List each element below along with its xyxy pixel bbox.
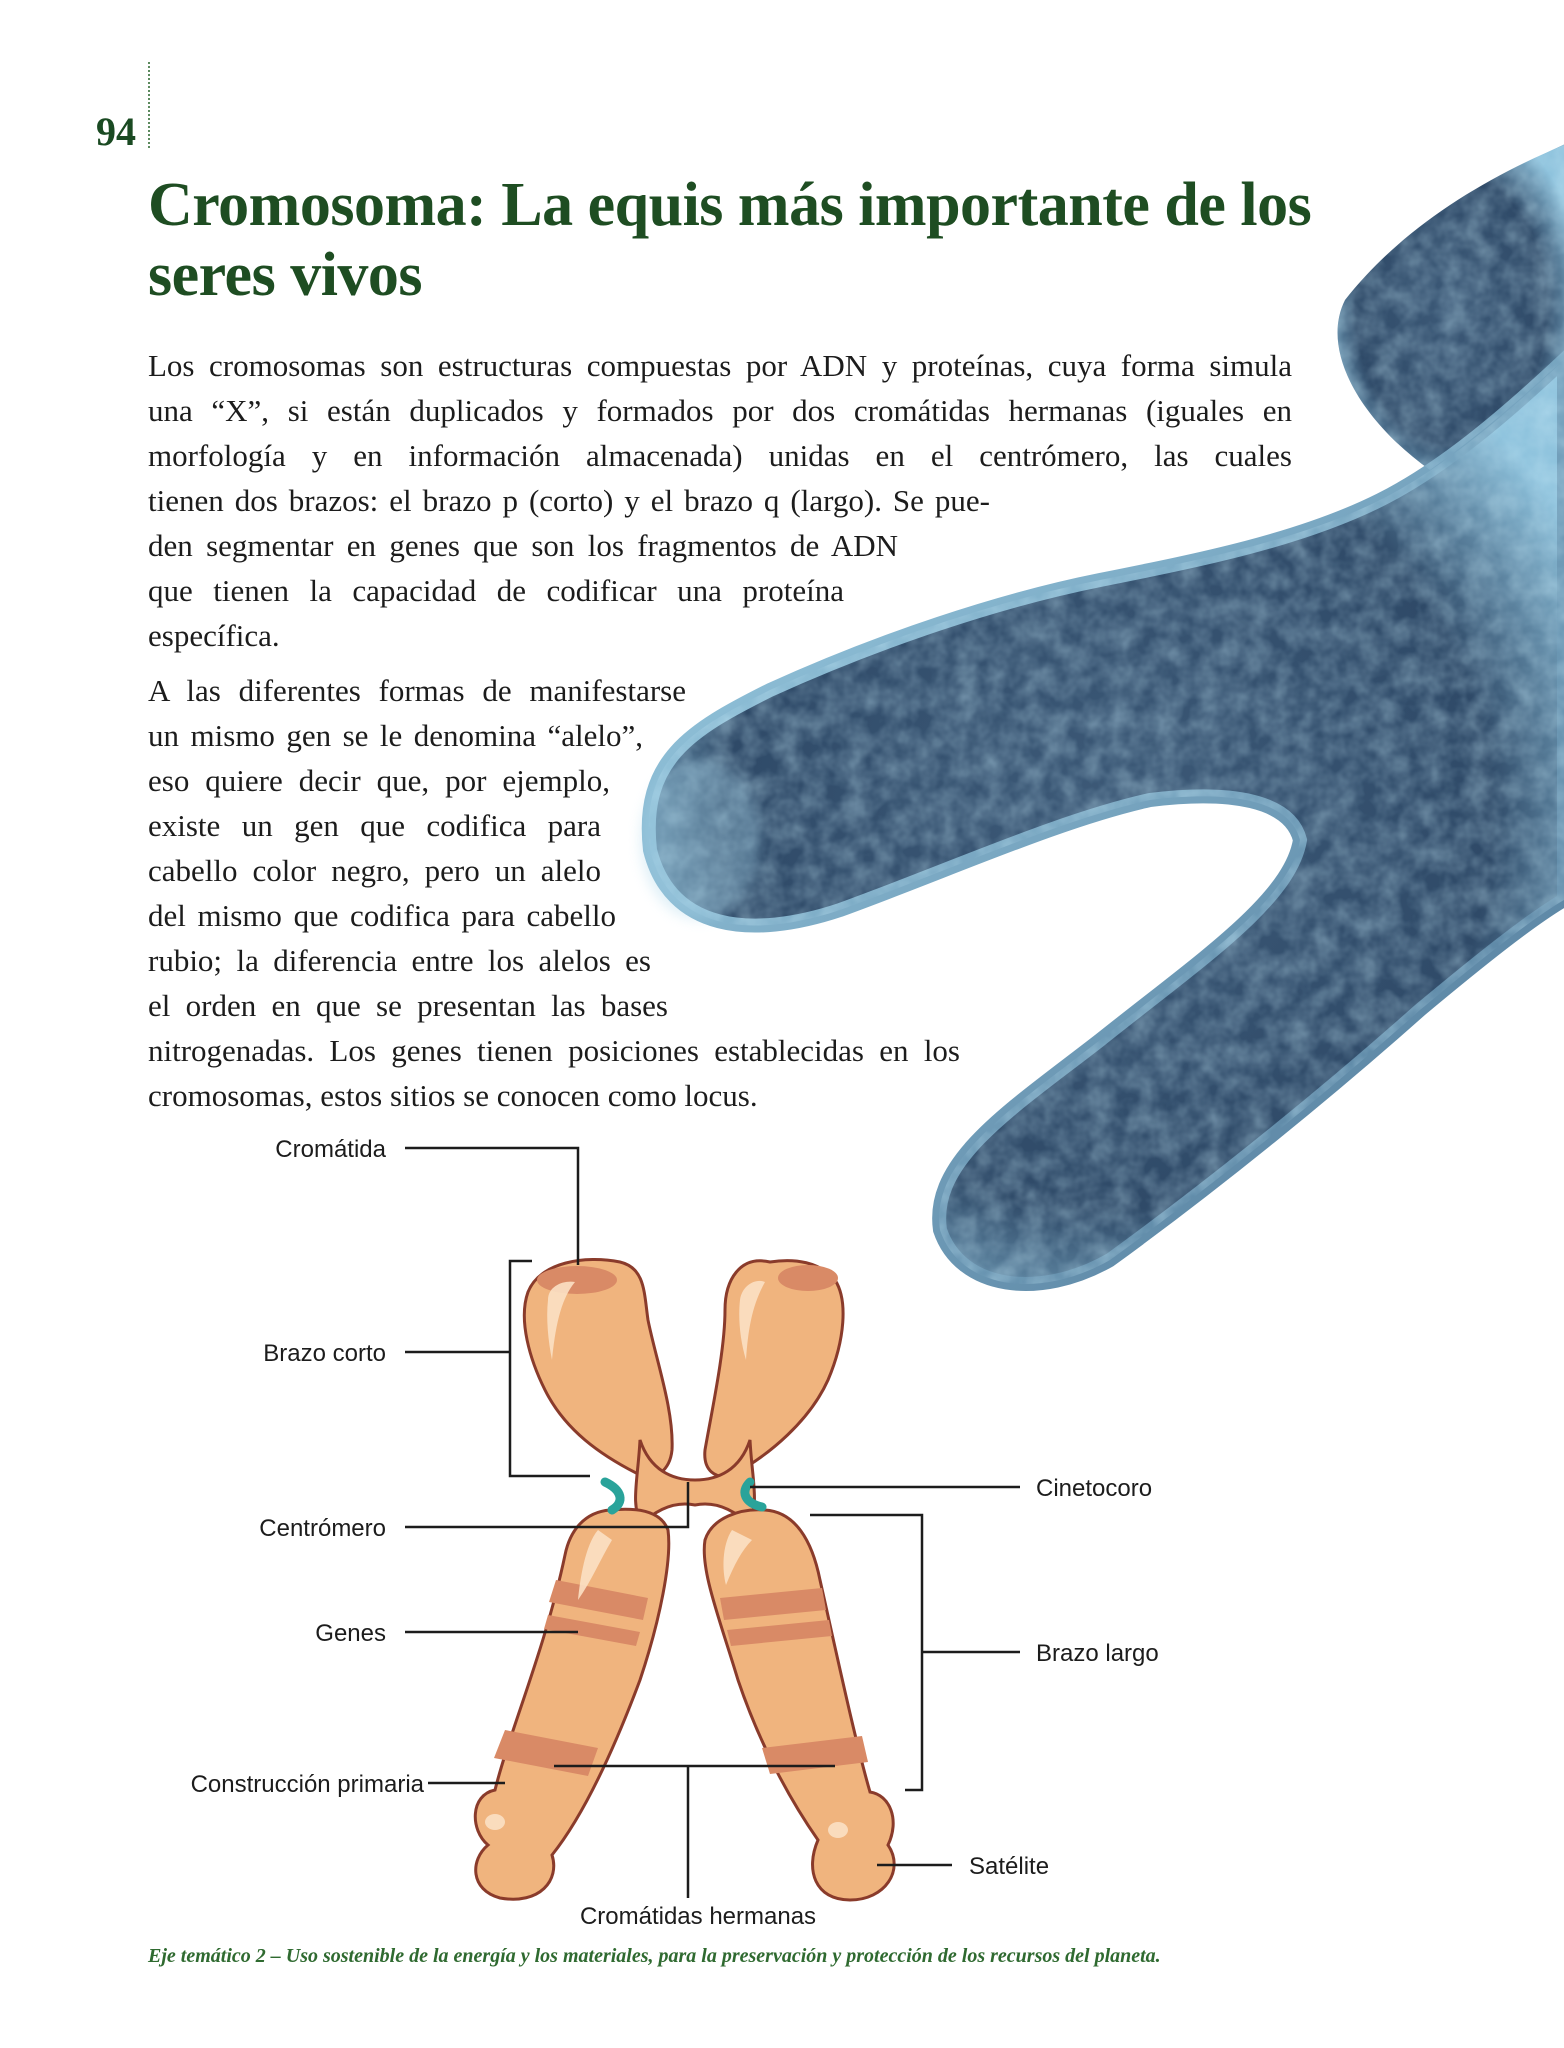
label-genes: Genes — [315, 1620, 386, 1647]
label-construccion-primaria: Construcción primaria — [190, 1771, 424, 1798]
footer-note: Eje temático 2 – Uso sostenible de la energía y los materiales, para la preservación y protección de los recursos del planeta. — [148, 1945, 1161, 1967]
page-title: Cromosoma: La equis más importante de los seres vivos — [148, 171, 1312, 309]
label-centromero: Centrómero — [259, 1515, 386, 1542]
page-number: 94 — [96, 109, 136, 154]
label-cromatida: Cromátida — [275, 1136, 386, 1163]
intro-line: que tienen la capacidad de codificar una proteína — [148, 573, 844, 608]
alelo-line: un mismo gen se le denomina “alelo”, — [148, 718, 643, 753]
chromosome-body — [475, 1260, 894, 1900]
label-satelite: Satélite — [969, 1853, 1050, 1880]
intro-line: específica. — [148, 618, 280, 653]
page-number-rule — [148, 62, 150, 148]
intro-line: tienen dos brazos: el brazo p (corto) y el brazo q (largo). Se pue- — [148, 483, 990, 518]
chromosome-diagram — [0, 1120, 1260, 1940]
alelo-line: cabello color negro, pero un alelo — [148, 853, 601, 888]
alelo-line: nitrogenadas. Los genes tienen posiciones establecidas en los — [148, 1033, 960, 1068]
label-cromatidas-hermanas: Cromátidas hermanas — [579, 1903, 817, 1930]
label-cinetocoro: Cinetocoro — [1036, 1475, 1153, 1502]
alelo-paragraph — [148, 668, 968, 1118]
alelo-line: rubio; la diferencia entre los alelos es — [148, 943, 651, 978]
alelo-line: del mismo que codifica para cabello — [148, 898, 616, 933]
alelo-line: eso quiere decir que, por ejemplo, — [148, 763, 610, 798]
label-brazo-largo: Brazo largo — [1036, 1640, 1159, 1667]
intro-line: una “X”, si están duplicados y formados por dos cromátidas hermanas (iguales en — [148, 393, 1292, 428]
intro-line: morfología y en información almacenada) unidas en el centrómero, las cuales — [148, 438, 1292, 473]
intro-paragraph — [148, 343, 1292, 658]
intro-line: den segmentar en genes que son los fragmentos de ADN — [148, 528, 898, 563]
alelo-line: cromosomas, estos sitios se conocen como locus. — [148, 1078, 758, 1113]
alelo-line: el orden en que se presentan las bases — [148, 988, 668, 1023]
alelo-line: existe un gen que codifica para — [148, 808, 601, 843]
label-brazo-corto: Brazo corto — [263, 1340, 386, 1367]
alelo-line: A las diferentes formas de manifestarse — [148, 673, 686, 708]
intro-line: Los cromosomas son estructuras compuestas por ADN y proteínas, cuya forma simula — [148, 348, 1292, 383]
